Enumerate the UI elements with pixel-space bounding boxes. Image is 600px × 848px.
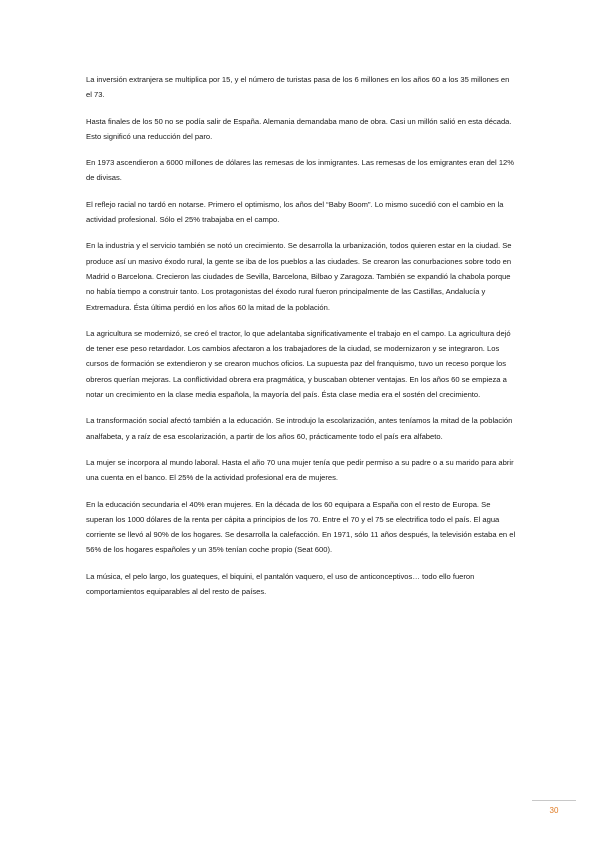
paragraph-development: En la educación secundaria el 40% eran mujeres. En la década de los 60 equipara a España con el resto de Europa. Se superan los 1000 dólares de la renta per cápita a principios de los 70. Entre el 70 y el 75 se electrifica todo el país. El agua corriente se llevó al 90% de los hogares. Se desarrolla la calefacción. En 1971, sólo 11 años después, la televisión estaba en el 56% de los hogares españoles y un 35% tenían coche propio (Seat 600). bbox=[86, 499, 516, 555]
paragraph-urbanization: En la industria y el servicio también se notó un crecimiento. Se desarrolla la urbanización, todos quieren estar en la ciudad. Se produce así un masivo éxodo rural, la gente se iba de los pueblos a las ciudades. Se crearon las conurbaciones sobre todo en Madrid o Barcelona. Crecieron las ciudades de Sevilla, Barcelona, Bilbao y Zaragoza. También se expandió la chabola porque no había tiempo a construir tanto. Los protagonistas del éxodo rural fueron principalmente de las Castillas, Andalucía y Extremadura. Ésta última perdió en los años 60 la mitad de la población. bbox=[86, 241, 512, 312]
page-number: 30 bbox=[549, 806, 559, 815]
paragraph-education: La transformación social afectó también a la educación. Se introdujo la escolarización, antes teníamos la mitad de la población analfabeta, y a raíz de esa escolarización, a partir de los años 60, prácticamente todo el país era alfabeto. bbox=[86, 416, 513, 441]
paragraph-remittances: En 1973 ascendieron a 6000 millones de dólares las remesas de los inmigrantes. Las remesas de los emigrantes eran del 12% de divisas. bbox=[86, 158, 515, 183]
paragraph-culture: La música, el pelo largo, los guateques, el biquini, el pantalón vaquero, el uso de anticonceptivos… todo ello fueron comportamientos equiparables al del resto de países. bbox=[86, 571, 475, 597]
paragraph-baby-boom: El reflejo racial no tardó en notarse. Primero el optimismo, los años del “Baby Boom”. Lo mismo sucedió con el cambio en la actividad profesional. Sólo el 25% trabajaba en el campo. bbox=[86, 199, 504, 225]
paragraph-investment: La inversión extranjera se multiplica por 15, y el número de turistas pasa de los 6 millones en los años 60 a los 35 millones en el 73. bbox=[86, 75, 510, 100]
footer-divider bbox=[532, 800, 576, 801]
document-body bbox=[86, 72, 516, 610]
paragraph-women-work: La mujer se incorpora al mundo laboral. Hasta el año 70 una mujer tenía que pedir permiso a su padre o a su marido para abrir una cuenta en el banco. El 25% de la actividad profesional era de mujeres. bbox=[86, 457, 514, 483]
paragraph-emigration: Hasta finales de los 50 no se podía salir de España. Alemania demandaba mano de obra. Casi un millón salió en esta década. Esto significó una reducción del paro. bbox=[86, 116, 512, 141]
paragraph-agriculture: La agricultura se modernizó, se creó el tractor, lo que adelantaba significativamente el trabajo en el campo. La agricultura dejó de tener ese peso retardador. Los cambios afectaron a los trabajadores de la ciudad, se modernizaron y se integraron. Los cursos de formación se extendieron y se crearon muchos oficios. La supuesta paz del franquismo, tuvo un receso porque los obreros querían mejoras. La conflictividad obrera era pragmática, y buscaban obtener ventajas. En los años 60 se empieza a notar un crecimiento en la clase media española, la mayoría del país. Ésta clase media era el sostén del crecimiento. bbox=[86, 328, 511, 400]
